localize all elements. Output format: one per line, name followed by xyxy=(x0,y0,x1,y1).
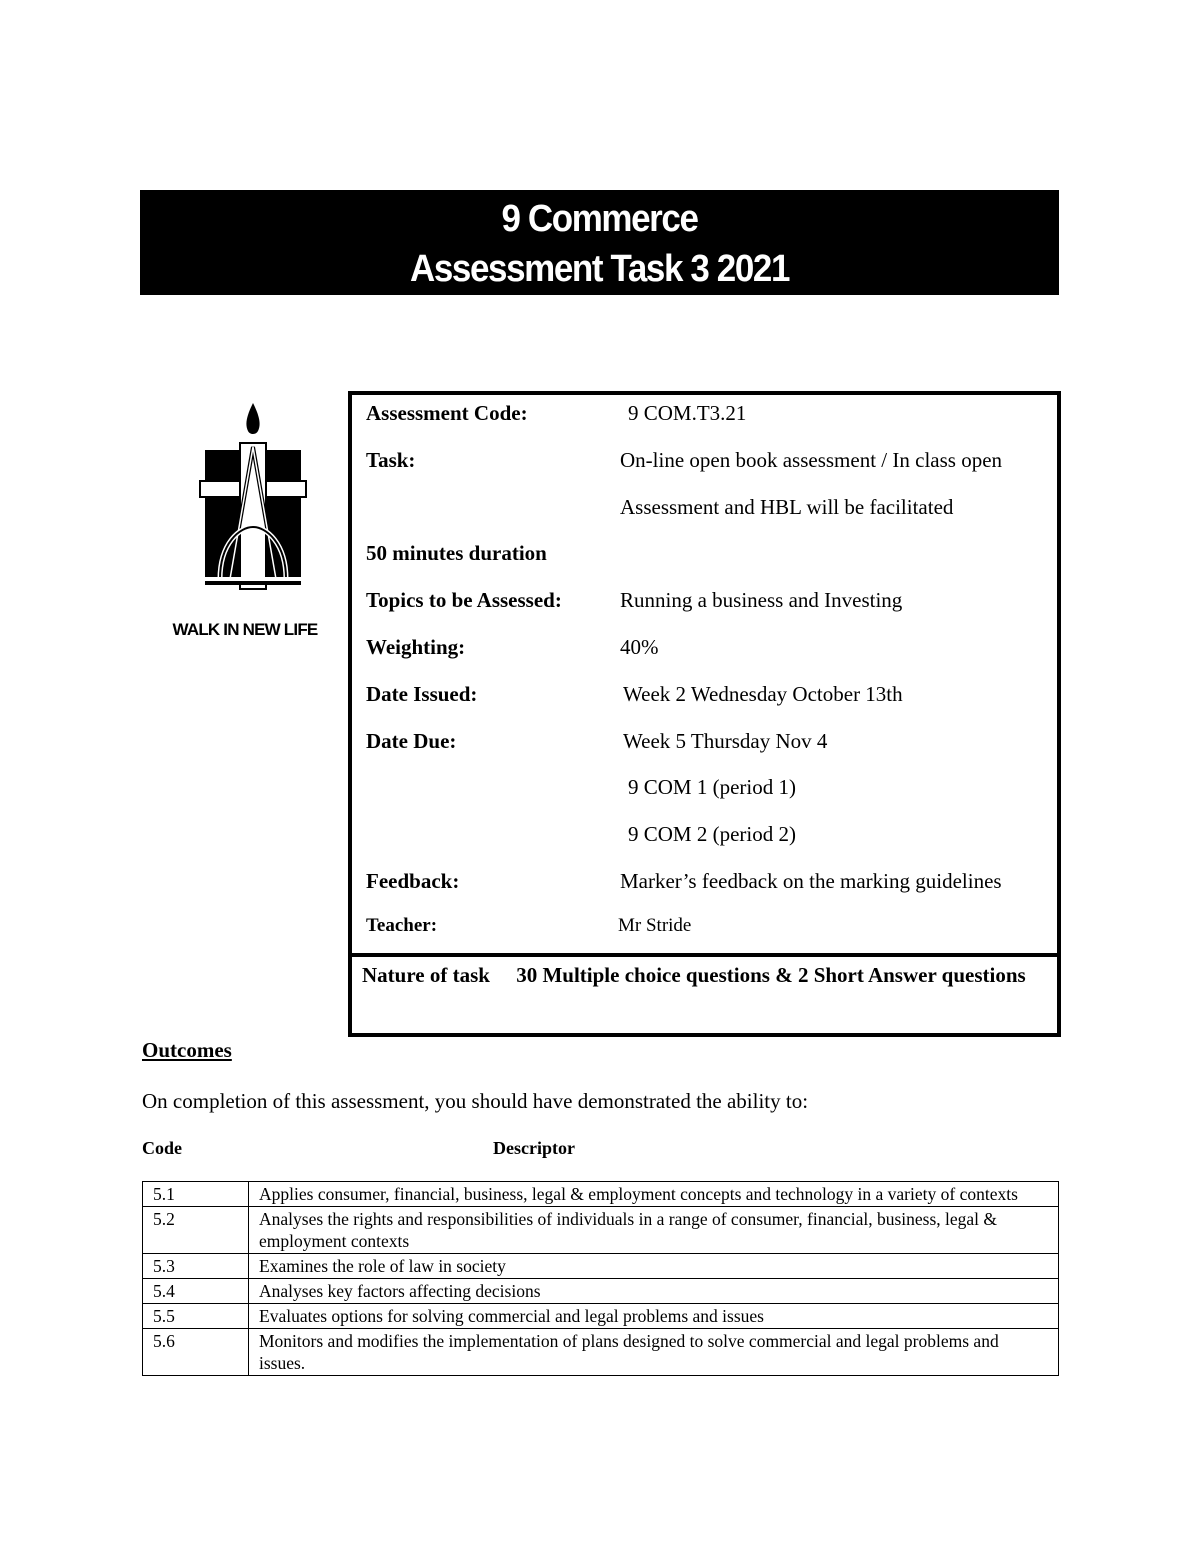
outcome-descriptor: Examines the role of law in society xyxy=(249,1254,1059,1279)
school-crest-candle-icon xyxy=(190,395,316,595)
date-issued-label: Date Issued: xyxy=(366,682,478,706)
date-issued-value: Week 2 Wednesday October 13th xyxy=(623,682,903,706)
outcomes-intro: On completion of this assessment, you should have demonstrated the ability to: xyxy=(142,1089,809,1113)
teacher-label: Teacher: xyxy=(366,915,438,936)
topics-value: Running a business and Investing xyxy=(620,588,903,612)
nature-label: Nature of task xyxy=(362,963,490,987)
table-row xyxy=(143,1207,1059,1254)
outcome-code: 5.2 xyxy=(143,1207,249,1254)
nature-value: 30 Multiple choice questions & 2 Short Answer questions xyxy=(516,963,1026,987)
title-banner xyxy=(140,190,1059,295)
feedback-value: Marker’s feedback on the marking guidelines xyxy=(620,869,1002,893)
nature-of-task-box xyxy=(348,954,1061,1037)
class-2-period: 9 COM 2 (period 2) xyxy=(628,822,796,846)
assessment-code-label: Assessment Code: xyxy=(366,401,528,425)
school-motto: WALK IN NEW LIFE xyxy=(172,620,318,639)
class-1-period: 9 COM 1 (period 1) xyxy=(628,775,796,799)
outcome-code: 5.4 xyxy=(143,1279,249,1304)
date-due-label: Date Due: xyxy=(366,729,457,753)
weighting-label: Weighting: xyxy=(366,635,466,659)
outcome-code: 5.5 xyxy=(143,1304,249,1329)
column-header-code: Code xyxy=(142,1138,182,1158)
topics-label: Topics to be Assessed: xyxy=(366,588,562,612)
assessment-code-value: 9 COM.T3.21 xyxy=(628,401,747,425)
weighting-value: 40% xyxy=(620,635,659,659)
outcome-descriptor: Analyses key factors affecting decisions xyxy=(249,1279,1059,1304)
table-row xyxy=(143,1279,1059,1304)
duration-label: 50 minutes duration xyxy=(366,541,547,565)
outcome-code: 5.1 xyxy=(143,1182,249,1207)
banner-course-title: 9 Commerce xyxy=(501,198,698,240)
date-due-value: Week 5 Thursday Nov 4 xyxy=(623,729,828,753)
task-value-line1: On-line open book assessment / In class open xyxy=(620,448,1003,472)
outcome-code: 5.3 xyxy=(143,1254,249,1279)
table-row xyxy=(143,1182,1059,1207)
table-row xyxy=(143,1304,1059,1329)
banner-task-title: Assessment Task 3 2021 xyxy=(409,248,790,290)
outcome-descriptor: Applies consumer, financial, business, legal & employment concepts and technology in a variety of contexts xyxy=(249,1182,1059,1207)
outcomes-heading: Outcomes xyxy=(142,1038,232,1062)
task-value-line2: Assessment and HBL will be facilitated xyxy=(620,495,954,519)
outcome-descriptor: Analyses the rights and responsibilities of individuals in a range of consumer, financial, business, legal & employment contexts xyxy=(249,1207,1059,1254)
table-row xyxy=(143,1329,1059,1376)
feedback-label: Feedback: xyxy=(366,869,460,893)
nature-of-task-text xyxy=(362,961,1042,990)
assessment-details-box xyxy=(348,391,1061,956)
teacher-value: Mr Stride xyxy=(618,915,692,936)
outcomes-table xyxy=(142,1181,1059,1376)
outcome-descriptor: Evaluates options for solving commercial and legal problems and issues xyxy=(249,1304,1059,1329)
column-header-descriptor: Descriptor xyxy=(493,1138,575,1158)
task-label: Task: xyxy=(366,448,416,472)
table-row xyxy=(143,1254,1059,1279)
outcome-code: 5.6 xyxy=(143,1329,249,1376)
outcome-descriptor: Monitors and modifies the implementation of plans designed to solve commercial and legal problems and issues. xyxy=(249,1329,1059,1376)
